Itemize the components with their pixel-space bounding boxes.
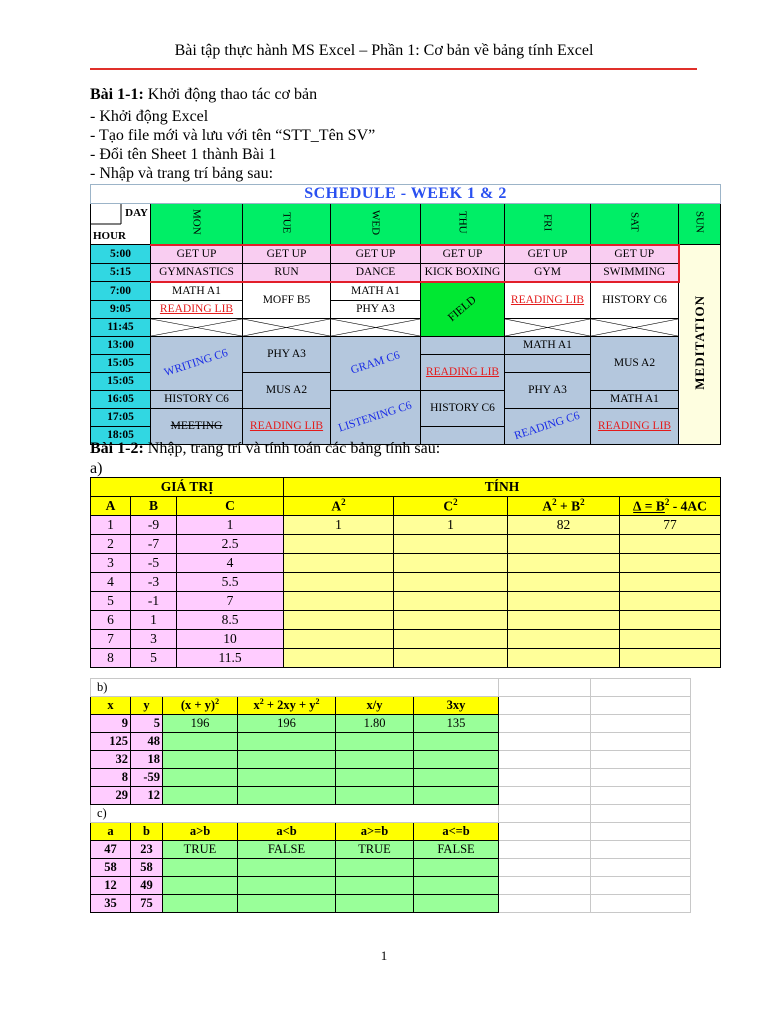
cell-field: FIELD <box>421 282 505 337</box>
cell-math-a1: MATH A1 <box>505 336 591 354</box>
table-cell: 1 <box>91 516 131 535</box>
table-cell: 58 <box>131 859 163 877</box>
result-cell <box>414 769 499 787</box>
cell-phy-a3: PHY A3 <box>505 372 591 408</box>
result-cell <box>336 859 414 877</box>
exercise-1-step: - Đổi tên Sheet 1 thành Bài 1 <box>90 146 277 163</box>
col-header: A <box>91 497 131 516</box>
result-cell <box>238 877 336 895</box>
subsection-c-label: c) <box>91 805 499 823</box>
result-cell <box>336 769 414 787</box>
table-cell: 5 <box>131 715 163 733</box>
result-cell: TRUE <box>163 841 238 859</box>
exercise-1-step: - Tạo file mới và lưu với tên “STT_Tên SV” <box>90 127 376 144</box>
col-header: b <box>131 823 163 841</box>
cell-crossed <box>591 318 679 336</box>
time-cell: 18:05 <box>91 426 151 444</box>
cell-reading-c6: READING C6 <box>505 408 591 444</box>
result-cell <box>336 895 414 913</box>
time-cell: 13:00 <box>91 336 151 354</box>
cell-swimming: SWIMMING <box>591 263 679 282</box>
cell-history-c6: HISTORY C6 <box>591 282 679 319</box>
col-header: a>b <box>163 823 238 841</box>
cell-reading-lib: READING LIB <box>151 300 243 318</box>
cell-history-c6: HISTORY C6 <box>151 390 243 408</box>
table-row <box>91 592 721 611</box>
result-cell <box>620 611 721 630</box>
time-cell: 11:45 <box>91 318 151 336</box>
result-cell <box>620 535 721 554</box>
cell-get-up: GET UP <box>591 245 679 264</box>
result-cell <box>163 733 238 751</box>
cell-listening-c6: LISTENING C6 <box>331 390 421 444</box>
day-fri: FRI <box>505 204 591 245</box>
result-cell: 82 <box>508 516 620 535</box>
table-row <box>91 649 721 668</box>
col-header-a2: $A^2$ <box>284 497 394 516</box>
exercise-1-step: - Nhập và trang trí bảng sau: <box>90 165 274 182</box>
result-cell: 196 <box>238 715 336 733</box>
table-cell: 47 <box>91 841 131 859</box>
cell-get-up: GET UP <box>421 245 505 264</box>
result-cell <box>394 630 508 649</box>
exercise-1-title <box>90 86 317 104</box>
table-b-c <box>90 678 691 913</box>
table-a <box>90 477 721 668</box>
col-header-3xy: 3xy <box>414 697 499 715</box>
cell-math-a1: MATH A1 <box>151 282 243 301</box>
result-cell <box>394 573 508 592</box>
result-cell <box>620 554 721 573</box>
table-row <box>91 630 721 649</box>
table-cell: 35 <box>91 895 131 913</box>
time-cell: 17:05 <box>91 408 151 426</box>
table-row <box>91 715 691 733</box>
result-cell <box>163 895 238 913</box>
group-values-header: GIÁ TRỊ <box>91 478 284 497</box>
subsection-a-label: a) <box>90 460 103 477</box>
result-cell <box>238 769 336 787</box>
table-cell: 7 <box>91 630 131 649</box>
cell-phy-a3: PHY A3 <box>331 300 421 318</box>
page-number: 1 <box>380 948 388 963</box>
col-header-sq: $(x + y)^2$ <box>163 697 238 715</box>
exercise-1-text: Khởi động thao tác cơ bản <box>143 86 318 103</box>
result-cell <box>394 535 508 554</box>
result-cell <box>238 751 336 769</box>
result-cell <box>238 733 336 751</box>
table-cell: 5 <box>131 649 177 668</box>
table-cell: 49 <box>131 877 163 895</box>
result-cell <box>620 592 721 611</box>
time-cell: 9:05 <box>91 300 151 318</box>
table-row <box>91 877 691 895</box>
result-cell <box>284 573 394 592</box>
col-header: a<=b <box>414 823 499 841</box>
exercise-1-label: Bài 1-1: <box>90 86 144 103</box>
col-header-sum: $A^2 + B^2$ <box>508 497 620 516</box>
day-hour-corner <box>91 204 151 245</box>
table-cell: 58 <box>91 859 131 877</box>
table-cell: 23 <box>131 841 163 859</box>
table-cell: 3 <box>131 630 177 649</box>
table-row <box>91 769 691 787</box>
table-cell: -9 <box>131 516 177 535</box>
cell-moff-b5: MOFF B5 <box>243 282 331 319</box>
result-cell <box>336 877 414 895</box>
result-cell <box>414 877 499 895</box>
result-cell <box>284 649 394 668</box>
cell-get-up: GET UP <box>243 245 331 264</box>
exercise-1-step: - Khởi động Excel <box>90 108 209 125</box>
day-tue: TUE <box>243 204 331 245</box>
time-cell: 15:05 <box>91 372 151 390</box>
cell-reading-lib: READING LIB <box>505 282 591 319</box>
cell-run: RUN <box>243 263 331 282</box>
table-cell: 3 <box>91 554 131 573</box>
day-label: DAY <box>125 207 148 219</box>
table-cell: 5 <box>91 592 131 611</box>
cell-dance: DANCE <box>331 263 421 282</box>
table-cell: 11.5 <box>177 649 284 668</box>
table-cell: -5 <box>131 554 177 573</box>
result-cell <box>238 895 336 913</box>
table-row <box>91 751 691 769</box>
cell-gymnastics: GYMNASTICS <box>151 263 243 282</box>
cell-reading-lib: READING LIB <box>421 354 505 390</box>
result-cell <box>163 877 238 895</box>
cell-empty <box>421 336 505 354</box>
subsection-b-label: b) <box>91 679 499 697</box>
result-cell <box>284 592 394 611</box>
cell-mus-a2: MUS A2 <box>591 336 679 390</box>
result-cell: TRUE <box>336 841 414 859</box>
table-cell: 7 <box>177 592 284 611</box>
time-cell: 5:00 <box>91 245 151 264</box>
result-cell <box>414 787 499 805</box>
cell-get-up: GET UP <box>505 245 591 264</box>
table-row <box>91 733 691 751</box>
table-cell: 10 <box>177 630 284 649</box>
table-cell: 8.5 <box>177 611 284 630</box>
table-row <box>91 554 721 573</box>
cell-phy-a3: PHY A3 <box>243 336 331 372</box>
result-cell <box>163 859 238 877</box>
col-header-y: y <box>131 697 163 715</box>
table-cell: 1 <box>177 516 284 535</box>
result-cell <box>394 649 508 668</box>
cell-crossed <box>331 318 421 336</box>
table-row <box>91 516 721 535</box>
time-cell: 7:00 <box>91 282 151 301</box>
result-cell <box>508 611 620 630</box>
cell-meeting: MEETING <box>151 408 243 444</box>
cell-gram-c6: GRAM C6 <box>331 336 421 390</box>
cell-crossed <box>151 318 243 336</box>
col-header: B <box>131 497 177 516</box>
hour-label: HOUR <box>93 230 126 242</box>
table-cell: 125 <box>91 733 131 751</box>
result-cell <box>620 573 721 592</box>
day-sun: SUN <box>679 204 721 245</box>
schedule-title: SCHEDULE - WEEK 1 & 2 <box>91 185 721 204</box>
result-cell <box>414 859 499 877</box>
cell-crossed <box>243 318 331 336</box>
result-cell: 77 <box>620 516 721 535</box>
col-header-expand: $x^2 + 2xy + y^2$ <box>238 697 336 715</box>
table-row <box>91 841 691 859</box>
col-header-delta: ∆ = $B^2 - 4AC$ <box>620 497 721 516</box>
result-cell <box>336 787 414 805</box>
table-cell: -7 <box>131 535 177 554</box>
exercise-2-text: Nhập, trang trí và tính toán các bảng tính sau: <box>143 440 441 457</box>
result-cell <box>620 649 721 668</box>
cell-crossed <box>505 318 591 336</box>
exercise-2-label: Bài 1-2: <box>90 440 144 457</box>
table-cell: 29 <box>91 787 131 805</box>
table-row <box>91 611 721 630</box>
cell-get-up: GET UP <box>151 245 243 264</box>
result-cell <box>508 554 620 573</box>
table-cell: 6 <box>91 611 131 630</box>
result-cell: 1.80 <box>336 715 414 733</box>
result-cell <box>284 554 394 573</box>
result-cell: 1 <box>394 516 508 535</box>
table-cell: -3 <box>131 573 177 592</box>
day-mon: MON <box>151 204 243 245</box>
col-header: a>=b <box>336 823 414 841</box>
table-row <box>91 787 691 805</box>
page-header-title: Bài tập thực hành MS Excel – Phần 1: Cơ bản về bảng tính Excel <box>174 42 594 59</box>
table-cell: 12 <box>131 787 163 805</box>
result-cell <box>336 733 414 751</box>
time-cell: 15:05 <box>91 354 151 372</box>
result-cell <box>508 630 620 649</box>
result-cell <box>238 787 336 805</box>
day-sat: SAT <box>591 204 679 245</box>
exercise-2-title <box>90 440 440 458</box>
result-cell: 1 <box>284 516 394 535</box>
col-header-x: x <box>91 697 131 715</box>
table-cell: 75 <box>131 895 163 913</box>
result-cell <box>394 592 508 611</box>
result-cell <box>508 592 620 611</box>
col-header-div: x/y <box>336 697 414 715</box>
table-cell: 32 <box>91 751 131 769</box>
cell-math-a1: MATH A1 <box>331 282 421 301</box>
table-row <box>91 859 691 877</box>
result-cell <box>284 611 394 630</box>
result-cell: FALSE <box>238 841 336 859</box>
result-cell <box>508 649 620 668</box>
col-header: C <box>177 497 284 516</box>
time-cell: 5:15 <box>91 263 151 282</box>
cell-writing-c6: WRITING C6 <box>151 336 243 390</box>
table-cell: 8 <box>91 769 131 787</box>
cell-get-up: GET UP <box>331 245 421 264</box>
table-cell: 1 <box>131 611 177 630</box>
result-cell <box>414 751 499 769</box>
table-cell: 4 <box>91 573 131 592</box>
result-cell <box>508 535 620 554</box>
table-cell: 12 <box>91 877 131 895</box>
cell-math-a1: MATH A1 <box>591 390 679 408</box>
result-cell <box>336 751 414 769</box>
result-cell <box>414 733 499 751</box>
result-cell: FALSE <box>414 841 499 859</box>
result-cell: 196 <box>163 715 238 733</box>
table-cell: 2 <box>91 535 131 554</box>
result-cell <box>163 769 238 787</box>
cell-empty <box>505 354 591 372</box>
table-cell: -1 <box>131 592 177 611</box>
cell-reading-lib: READING LIB <box>591 408 679 444</box>
table-cell: 9 <box>91 715 131 733</box>
cell-kick-boxing: KICK BOXING <box>421 263 505 282</box>
header-rule <box>90 68 697 70</box>
col-header-c2: $C^2$ <box>394 497 508 516</box>
time-cell: 16:05 <box>91 390 151 408</box>
col-header: a<b <box>238 823 336 841</box>
table-row <box>91 895 691 913</box>
table-cell: 2.5 <box>177 535 284 554</box>
result-cell <box>620 630 721 649</box>
result-cell <box>414 895 499 913</box>
result-cell <box>163 751 238 769</box>
table-row <box>91 535 721 554</box>
result-cell <box>394 611 508 630</box>
day-wed: WED <box>331 204 421 245</box>
result-cell <box>508 573 620 592</box>
table-cell: 8 <box>91 649 131 668</box>
cell-mus-a2: MUS A2 <box>243 372 331 408</box>
cell-reading-lib: READING LIB <box>243 408 331 444</box>
result-cell <box>238 859 336 877</box>
table-cell: 4 <box>177 554 284 573</box>
cell-gym: GYM <box>505 263 591 282</box>
schedule-table <box>90 184 721 445</box>
cell-history-c6: HISTORY C6 <box>421 390 505 426</box>
result-cell <box>284 630 394 649</box>
table-cell: 18 <box>131 751 163 769</box>
col-header: a <box>91 823 131 841</box>
cell-meditation: MEDITATION <box>679 245 721 445</box>
result-cell <box>394 554 508 573</box>
group-calc-header: TÍNH <box>284 478 721 497</box>
result-cell <box>163 787 238 805</box>
result-cell: 135 <box>414 715 499 733</box>
table-row <box>91 573 721 592</box>
day-thu: THU <box>421 204 505 245</box>
result-cell <box>284 535 394 554</box>
table-cell: 48 <box>131 733 163 751</box>
table-cell: -59 <box>131 769 163 787</box>
table-cell: 5.5 <box>177 573 284 592</box>
